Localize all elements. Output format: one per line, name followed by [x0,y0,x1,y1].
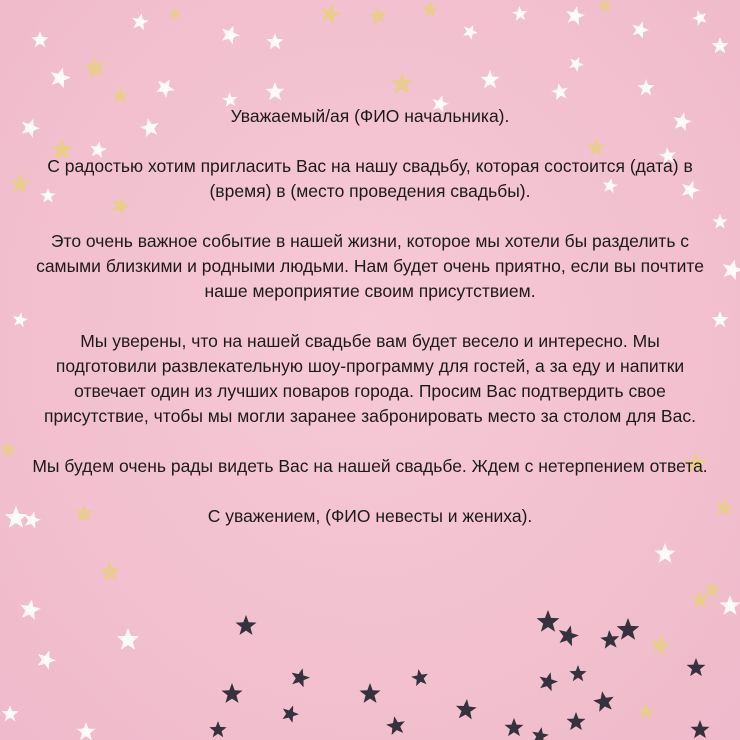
star-icon [112,87,129,104]
star-icon [532,727,549,740]
star-icon [422,1,439,18]
star-icon [711,37,728,53]
star-icon [481,70,500,88]
star-icon [99,561,120,581]
star-icon [569,57,584,72]
star-icon [236,615,257,635]
star-icon [637,79,654,95]
paragraph-importance: Это очень важное событие в нашей жизни, которое мы хотели бы разделить с самыми близкими и родными людьми. Нам будет очень приятно, если вы почтите наше мероприятие своим присутствием. [36,231,704,301]
star-icon [386,716,405,735]
star-icon [0,441,17,457]
star-icon [720,595,740,615]
star-icon [597,0,612,13]
star-icon [633,21,649,38]
star-icon [411,669,428,686]
star-icon [505,718,524,736]
star-icon [5,506,28,528]
star-icon [77,722,96,740]
star-icon [368,6,387,25]
star-icon [266,82,285,100]
star-icon [569,665,586,681]
star-icon [283,706,300,723]
star-icon [222,26,240,45]
star-icon [559,625,579,646]
star-icon [567,712,586,730]
paragraph-program: Мы уверены, что на нашей свадьбе вам будет весело и интересно. Мы подготовили развлекательную шоу-программу для гостей, а за еду и напитки отвечает один из лучших поваров города. Просим Вас подтвердить свое присутствие, чтобы мы могли заранее забронировать место за столом для Вас. [44,331,696,426]
star-icon [691,590,710,608]
star-icon [132,13,149,30]
star-icon [209,721,226,737]
star-icon [321,3,341,24]
star-icon [13,312,28,327]
star-icon [391,72,414,94]
star-icon [463,25,478,40]
star-icon [705,581,722,598]
closing-signature: С уважением, (ФИО невесты и жениха). [207,506,533,526]
star-icon [715,498,734,517]
star-icon [600,630,619,649]
star-icon [266,33,283,49]
star-icon [650,635,671,656]
star-icon [711,311,728,327]
star-icon [723,259,740,280]
star-icon [1,705,18,721]
star-icon [156,79,175,98]
star-icon [655,543,676,563]
star-icon [551,83,568,100]
star-icon [566,6,585,25]
star-icon [687,658,706,676]
star-icon [593,691,614,712]
star-icon [512,6,527,21]
star-icon [117,628,140,650]
star-icon [168,7,181,20]
paragraph-invitation: С радостью хотим пригласить Вас на нашу свадьбу, которая состоится (дата) в (время) в (место проведения свадьбы). [47,156,693,201]
star-icon [456,699,477,719]
star-icon [51,67,71,88]
star-icon [691,720,710,738]
star-icon [31,31,48,47]
star-icon [292,668,310,687]
invitation-letter [28,104,712,529]
star-icon [38,651,56,670]
paragraph-looking-forward: Мы будем очень рады видеть Вас на нашей свадьбе. Ждем с нетерпением ответа. [32,456,708,476]
star-icon [540,672,558,691]
star-icon [637,703,654,719]
star-icon [360,683,381,703]
star-icon [617,618,640,640]
star-icon [222,683,243,703]
star-icon [692,11,707,26]
star-icon [20,599,41,620]
star-icon [83,56,106,79]
star-icon [537,610,560,632]
star-icon [712,214,727,229]
greeting: Уважаемый/ая (ФИО начальника). [230,106,510,126]
